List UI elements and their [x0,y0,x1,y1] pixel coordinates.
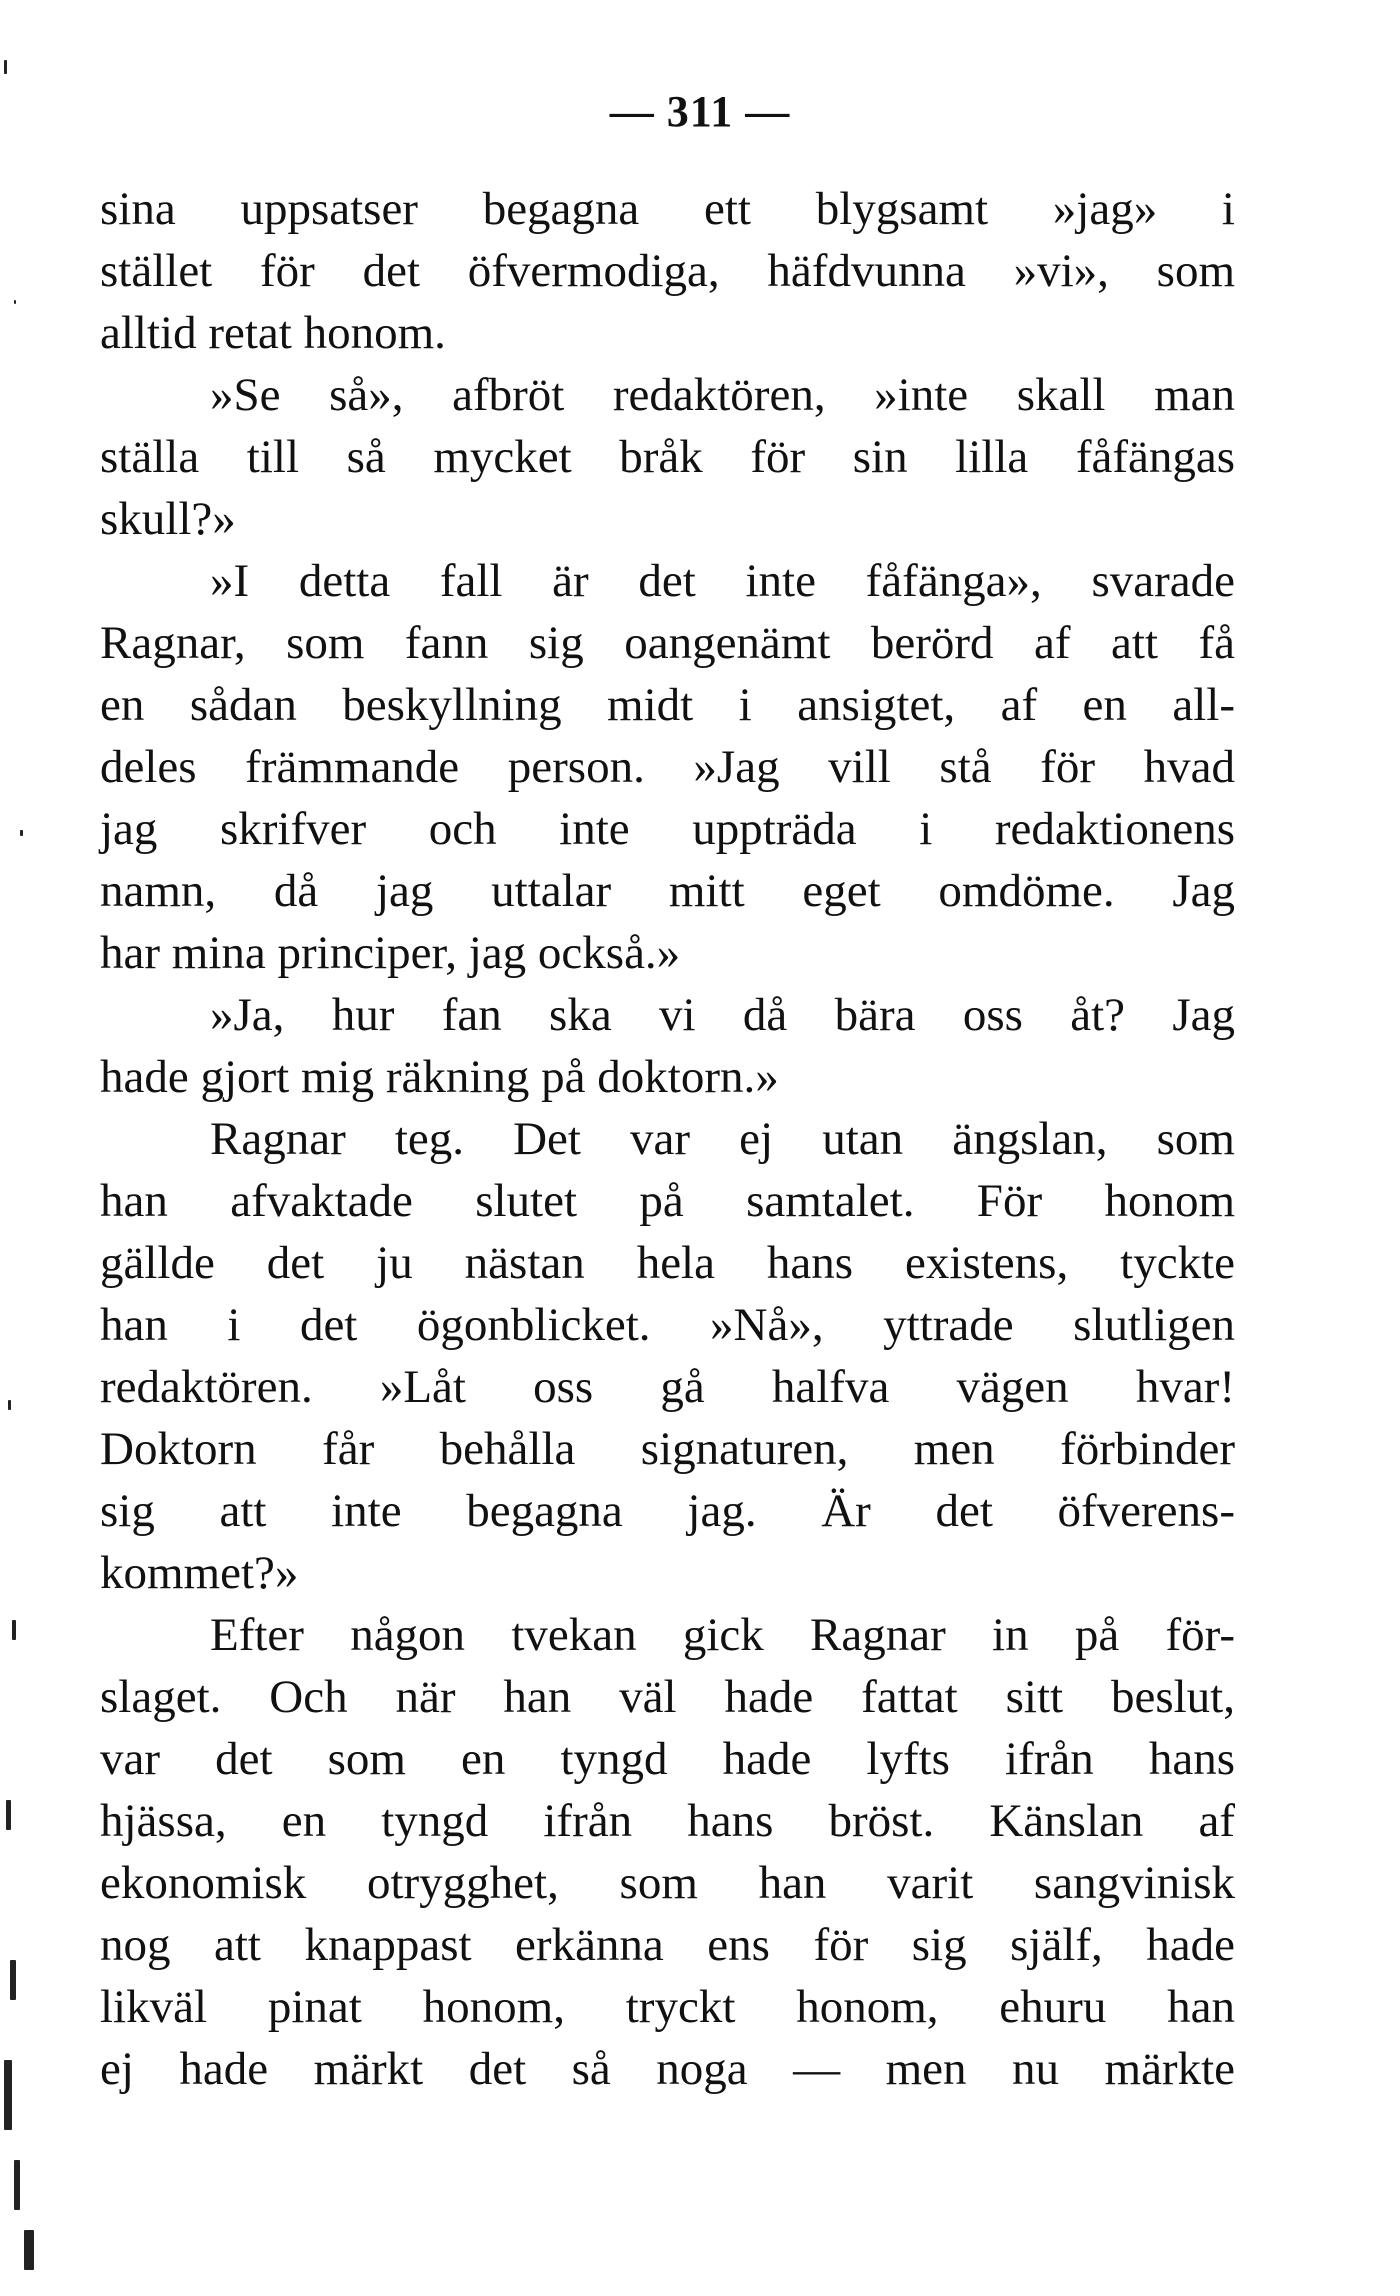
text-line: gällde det ju nästan hela hans existens, tyckte [100,1237,1235,1289]
text-line: namn, då jag uttalar mitt eget omdöme. Jag [100,865,1235,917]
scan-speck [14,2160,20,2210]
text-line: har mina principer, jag också.» [100,927,681,979]
text-line: Doktorn får behålla signaturen, men förbinder [100,1423,1235,1475]
text-line: slaget. Och när han väl hade fattat sitt beslut, [100,1671,1235,1723]
scan-speck [12,1620,16,1640]
text-line: kommet?» [100,1547,299,1599]
text-line: alltid retat honom. [100,307,446,359]
text-line: Ragnar teg. Det var ej utan ängslan, som [210,1113,1235,1165]
text-line: ekonomisk otrygghet, som han varit sangvinisk [100,1857,1235,1909]
text-line: hade gjort mig räkning på doktorn.» [100,1051,779,1103]
text-line: deles främmande person. »Jag vill stå för hvad [100,741,1235,793]
text-line: »Ja, hur fan ska vi då bära oss åt? Jag [210,989,1235,1041]
scan-speck [14,300,16,304]
text-line: sig att inte begagna jag. Är det öfverens- [100,1485,1235,1537]
scan-speck [24,2230,34,2270]
text-line: ställa till så mycket bråk för sin lilla fåfängas [100,431,1235,483]
scan-speck [4,2060,12,2130]
text-line: likväl pinat honom, tryckt honom, ehuru han [100,1981,1235,2033]
text-line: han afvaktade slutet på samtalet. För honom [100,1175,1235,1227]
text-line: nog att knappast erkänna ens för sig själf, hade [100,1919,1235,1971]
scan-speck [10,1960,16,2000]
text-line: han i det ögonblicket. »Nå», yttrade slutligen [100,1299,1235,1351]
text-line: hjässa, en tyngd ifrån hans bröst. Känslan af [100,1795,1235,1847]
page-number: — 311 — [609,87,791,136]
text-line: redaktören. »Låt oss gå halfva vägen hvar! [100,1361,1235,1413]
text-line: »Se så», afbröt redaktören, »inte skall man [210,369,1235,421]
scan-speck [6,1800,11,1830]
text-line: en sådan beskyllning midt i ansigtet, af en all- [100,679,1235,731]
text-line: sina uppsatser begagna ett blygsamt »jag» i [100,183,1235,235]
text-line: skull?» [100,493,236,545]
text-line: »I detta fall är det inte fåfänga», svarade [210,555,1235,607]
scan-speck [20,830,23,836]
text-line: stället för det öfvermodiga, häfdvunna »vi», som [100,245,1235,297]
body-text [100,178,1235,2100]
scan-speck [4,60,7,74]
text-line: jag skrifver och inte uppträda i redaktionens [100,803,1235,855]
scan-speck [8,1400,11,1410]
text-line: var det som en tyngd hade lyfts ifrån hans [100,1733,1235,1785]
text-line: Efter någon tvekan gick Ragnar in på för- [210,1609,1235,1661]
text-line: ej hade märkt det så noga — men nu märkte [100,2043,1235,2095]
text-line: Ragnar, som fann sig oangenämt berörd af att få [100,617,1235,669]
